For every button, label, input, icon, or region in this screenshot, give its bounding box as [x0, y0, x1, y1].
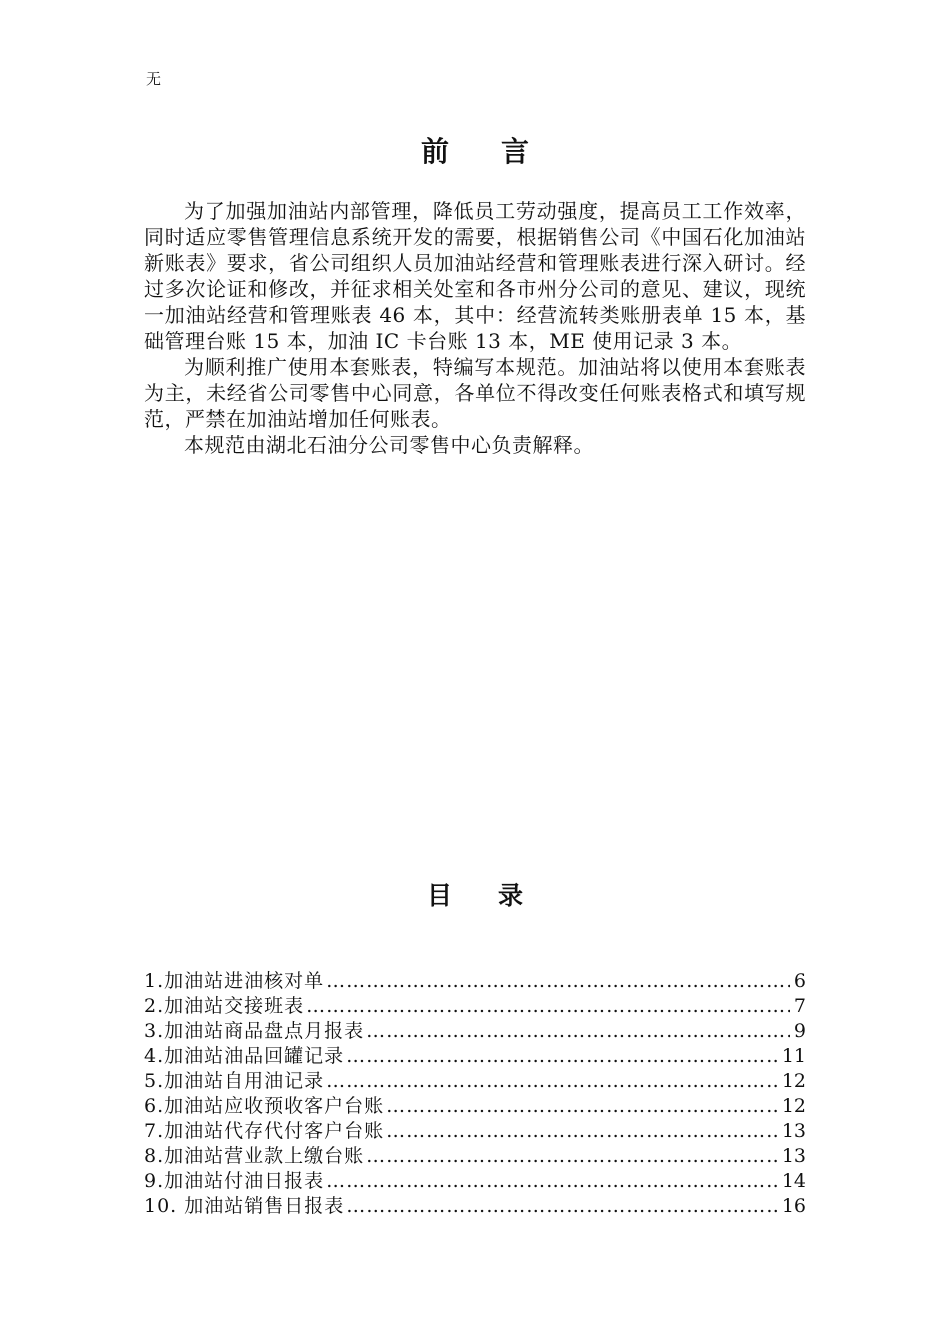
preface-title: 前言	[420, 135, 581, 168]
toc-entry-label: 3.加油站商品盘点月报表	[144, 1020, 365, 1042]
toc-entry[interactable]	[144, 1069, 806, 1094]
toc-entry-label: 6.加油站应收预收客户台账	[144, 1095, 385, 1117]
toc-entry-page: 7	[793, 995, 806, 1017]
preface-body	[144, 198, 806, 458]
toc-entry-label: 4.加油站油品回罐记录	[144, 1045, 345, 1067]
toc-entry[interactable]	[144, 1144, 806, 1169]
toc-leader-dots	[326, 1069, 780, 1094]
table-of-contents	[144, 969, 806, 1219]
toc-leader-dots	[366, 1019, 790, 1044]
toc-title: 目录	[426, 881, 569, 910]
toc-entry-label: 8.加油站营业款上缴台账	[144, 1145, 365, 1167]
toc-entry-label: 10. 加油站销售日报表	[144, 1195, 345, 1217]
toc-leader-dots	[386, 1119, 780, 1144]
toc-leader-dots	[326, 1169, 780, 1194]
toc-entry-page: 11	[781, 1045, 806, 1067]
toc-entry-page: 12	[781, 1070, 806, 1092]
toc-entry[interactable]	[144, 1094, 806, 1119]
preface-paragraph: 本规范由湖北石油分公司零售中心负责解释。	[184, 433, 594, 457]
corner-mark: 无	[146, 70, 163, 88]
toc-leader-dots	[306, 994, 790, 1019]
toc-entry[interactable]	[144, 1044, 806, 1069]
toc-leader-dots	[346, 1044, 780, 1069]
toc-entry[interactable]	[144, 1194, 806, 1219]
toc-entry-page: 16	[781, 1195, 806, 1217]
toc-entry-page: 12	[781, 1095, 806, 1117]
toc-entry-page: 9	[793, 1020, 806, 1042]
toc-entry-page: 6	[793, 970, 806, 992]
preface-paragraph: 为了加强加油站内部管理，降低员工劳动强度，提高员工工作效率，同时适应零售管理信息系统开发的需要，根据销售公司《中国石化加油站新账表》要求，省公司组织人员加油站经营和管理账表进行深入研讨。经过多次论证和修改，并征求相关处室和各市州分公司的意见、建议，现统一加油站经营和管理账表 46 本，其中：经营流转类账册表单 15 本，基础管理台账 15 本，加油 IC 卡台账 13 本，ME 使用记录 3 本。	[144, 199, 806, 353]
toc-leader-dots	[366, 1144, 780, 1169]
toc-entry[interactable]	[144, 969, 806, 994]
toc-entry-label: 9.加油站付油日报表	[144, 1170, 325, 1192]
toc-entry-page: 14	[781, 1170, 806, 1192]
toc-leader-dots	[346, 1194, 780, 1219]
toc-entry-page: 13	[781, 1120, 806, 1142]
toc-entry-label: 1.加油站进油核对单	[144, 970, 325, 992]
toc-leader-dots	[326, 969, 790, 994]
preface-paragraph: 为顺利推广使用本套账表，特编写本规范。加油站将以使用本套账表为主，未经省公司零售中心同意，各单位不得改变任何账表格式和填写规范，严禁在加油站增加任何账表。	[144, 355, 806, 431]
toc-entry[interactable]	[144, 994, 806, 1019]
toc-entry[interactable]	[144, 1019, 806, 1044]
toc-entry-label: 5.加油站自用油记录	[144, 1070, 325, 1092]
toc-leader-dots	[386, 1094, 780, 1119]
toc-entry-label: 2.加油站交接班表	[144, 995, 305, 1017]
toc-entry-page: 13	[781, 1145, 806, 1167]
toc-entry[interactable]	[144, 1119, 806, 1144]
toc-entry[interactable]	[144, 1169, 806, 1194]
toc-entry-label: 7.加油站代存代付客户台账	[144, 1120, 385, 1142]
